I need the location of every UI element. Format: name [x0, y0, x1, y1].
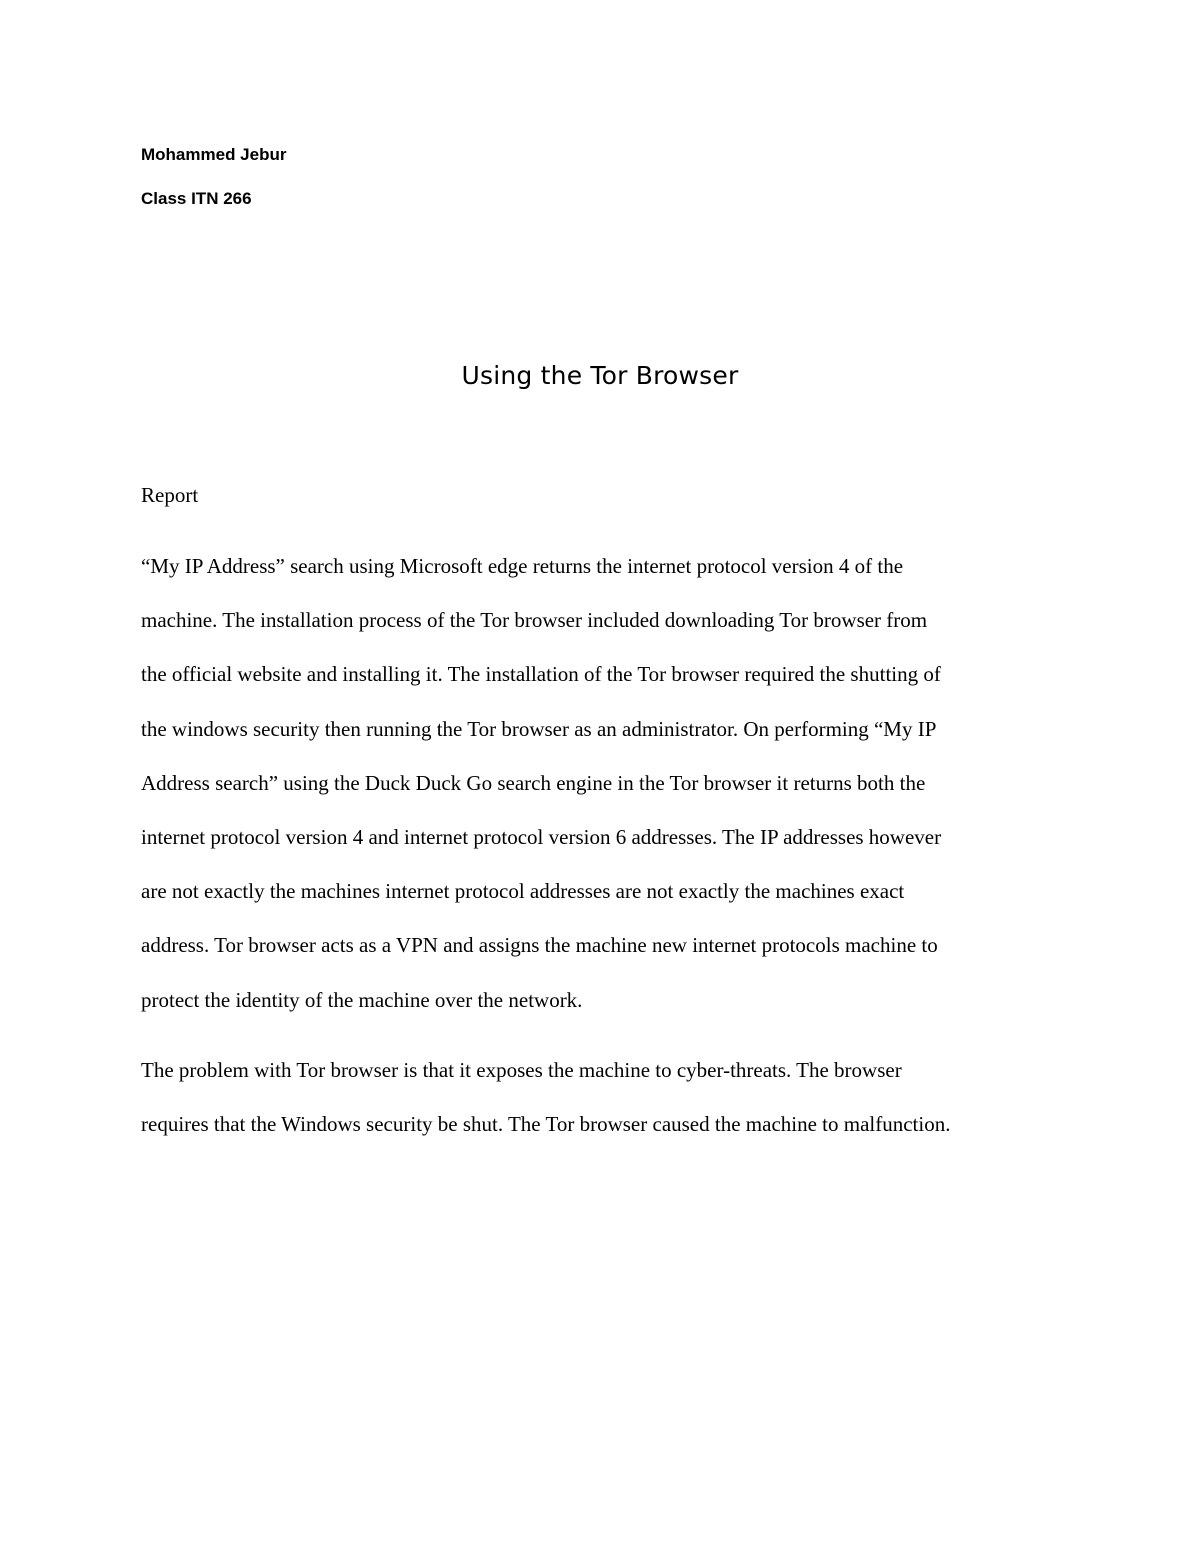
- paragraph-line: the official website and installing it. The installation of the Tor browser required the shutting of: [141, 662, 941, 687]
- paragraph-line: protect the identity of the machine over the network.: [141, 987, 583, 1012]
- paragraph-2: [141, 1043, 1061, 1151]
- paragraph-line: address. Tor browser acts as a VPN and assigns the machine new internet protocols machine to: [141, 933, 938, 958]
- author-name: Mohammed Jebur: [141, 145, 287, 164]
- paragraph-line: Address search” using the Duck Duck Go search engine in the Tor browser it returns both the: [141, 770, 926, 795]
- paragraph-line: requires that the Windows security be shut. The Tor browser caused the machine to malfunction.: [141, 1112, 951, 1137]
- paragraph-line: “My IP Address” search using Microsoft edge returns the internet protocol version 4 of the: [141, 554, 904, 578]
- paragraph-1: [141, 539, 1061, 1027]
- paragraph-line: the windows security then running the Tor browser as an administrator. On performing “My IP: [141, 716, 937, 741]
- paragraph-line: The problem with Tor browser is that it exposes the machine to cyber-threats. The browser: [141, 1058, 902, 1082]
- paragraph-line: internet protocol version 4 and internet protocol version 6 addresses. The IP addresses however: [141, 825, 942, 850]
- section-label: Report: [141, 483, 199, 507]
- document-title: Using the Tor Browser: [461, 361, 739, 390]
- paragraph-line: machine. The installation process of the Tor browser included downloading Tor browser from: [141, 608, 928, 633]
- paragraph-line: are not exactly the machines internet protocol addresses are not exactly the machines exact: [141, 879, 905, 904]
- class-name: Class ITN 266: [141, 189, 252, 208]
